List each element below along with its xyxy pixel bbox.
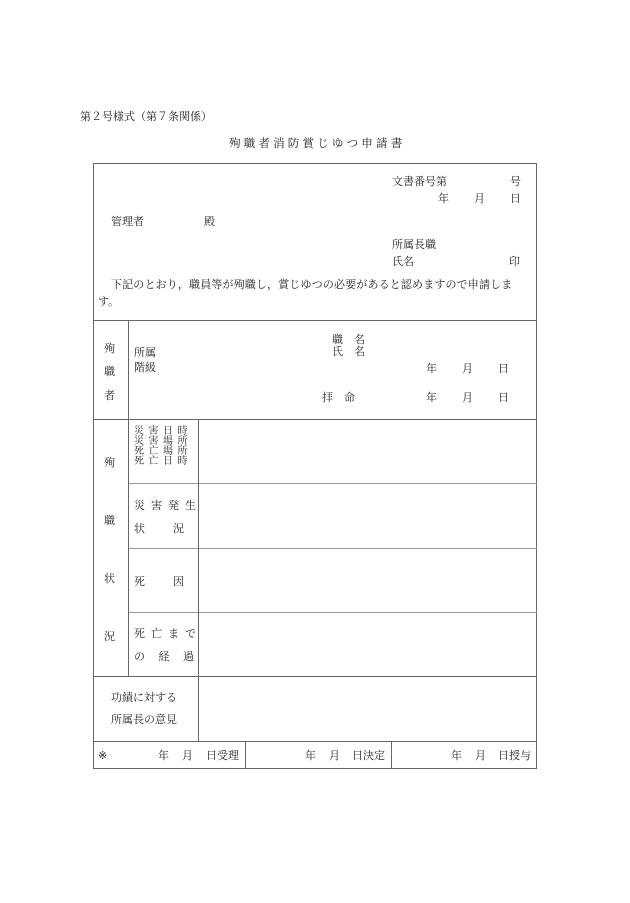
affiliation-field[interactable] bbox=[160, 345, 310, 359]
position-label: 職 名 bbox=[332, 333, 365, 346]
addressee-label: 管理者 bbox=[111, 215, 144, 228]
divider-footer bbox=[93, 741, 537, 742]
circ-row4-label-1: 死亡まで bbox=[134, 627, 202, 640]
circ-row1-label-1: 災害日時 bbox=[134, 426, 192, 437]
head-position-label: 所属長職 bbox=[392, 238, 436, 251]
office-use-mark: ※ bbox=[98, 749, 108, 762]
circ-side-label-4: 況 bbox=[104, 630, 115, 643]
head-name-field[interactable] bbox=[416, 254, 504, 268]
decided-year[interactable]: 年 bbox=[305, 749, 316, 762]
form-number: 第２号様式（第７条関係） bbox=[80, 110, 212, 123]
circ-row2-label-1: 災害発生 bbox=[134, 499, 202, 512]
circ-side-label-3: 状 bbox=[104, 572, 115, 585]
rank-label: 階級 bbox=[134, 361, 156, 374]
opinion-label-1: 功績に対する bbox=[111, 691, 177, 704]
granted-month[interactable]: 月 bbox=[475, 749, 486, 762]
circ-row2-label-2: 状 況 bbox=[134, 522, 186, 535]
received-month[interactable]: 月 bbox=[182, 749, 193, 762]
cause-of-death-field[interactable] bbox=[199, 549, 536, 612]
divider-side-col bbox=[128, 320, 129, 676]
addressee-field[interactable] bbox=[148, 214, 200, 228]
doc-number-suffix: 号 bbox=[510, 175, 521, 188]
circ-side-label-1: 殉 bbox=[104, 456, 115, 469]
birth-date-day[interactable]: 日 bbox=[498, 362, 509, 375]
deceased-side-label-2: 職 bbox=[104, 365, 115, 378]
received-day[interactable]: 日受理 bbox=[206, 749, 239, 762]
deceased-side-label-1: 殉 bbox=[104, 342, 115, 355]
circ-row1-label-4: 死亡日時 bbox=[134, 456, 192, 467]
statement-line-2: す。 bbox=[98, 295, 120, 308]
head-name-label: 氏名 bbox=[392, 255, 414, 268]
page-title: 殉職者消防賞じゆつ申請書 bbox=[229, 136, 406, 150]
course-until-death-field[interactable] bbox=[199, 613, 536, 676]
birth-date-year[interactable]: 年 bbox=[426, 362, 437, 375]
deceased-name-field[interactable] bbox=[372, 332, 512, 358]
honorific: 殿 bbox=[204, 215, 215, 228]
statement-line-1: 下記のとおり，職員等が殉職し，賞じゆつの必要があると認めますので申請しま bbox=[111, 278, 513, 291]
birth-date-month[interactable]: 月 bbox=[462, 362, 473, 375]
appointment-date-year[interactable]: 年 bbox=[426, 391, 437, 404]
circ-row3-label-1: 死 因 bbox=[134, 575, 186, 588]
deceased-side-label-3: 者 bbox=[104, 389, 115, 402]
seal-mark: 印 bbox=[509, 255, 520, 268]
appointment-date-day[interactable]: 日 bbox=[498, 391, 509, 404]
doc-number-prefix: 文書番号第 bbox=[392, 175, 447, 188]
appointment-date-month[interactable]: 月 bbox=[462, 391, 473, 404]
divider-footer-1 bbox=[245, 741, 246, 769]
received-year[interactable]: 年 bbox=[158, 749, 169, 762]
opinion-field[interactable] bbox=[199, 677, 536, 741]
appointment-label: 拝 命 bbox=[322, 391, 355, 404]
doc-number-field[interactable] bbox=[447, 174, 505, 188]
divider-header bbox=[93, 320, 537, 321]
disaster-situation-field[interactable] bbox=[199, 484, 536, 548]
header-date-month[interactable]: 月 bbox=[474, 192, 485, 205]
circ-row1-label-2: 災害場所 bbox=[134, 436, 192, 447]
divider-footer-2 bbox=[391, 741, 392, 769]
granted-year[interactable]: 年 bbox=[451, 749, 462, 762]
affiliation-label: 所属 bbox=[134, 346, 156, 359]
opinion-label-2: 所属長の意見 bbox=[111, 713, 177, 726]
circ-row1-label-3: 死亡場所 bbox=[134, 446, 192, 457]
decided-month[interactable]: 月 bbox=[329, 749, 340, 762]
deceased-name-label: 氏 名 bbox=[332, 345, 365, 358]
header-date-day[interactable]: 日 bbox=[510, 192, 521, 205]
circ-row4-label-2: の 経 過 bbox=[134, 650, 199, 663]
circ-side-label-2: 職 bbox=[104, 514, 115, 527]
disaster-datetime-place-field[interactable] bbox=[199, 420, 536, 483]
granted-day[interactable]: 日授与 bbox=[498, 749, 531, 762]
decided-day[interactable]: 日決定 bbox=[352, 749, 385, 762]
header-date-year[interactable]: 年 bbox=[438, 192, 449, 205]
